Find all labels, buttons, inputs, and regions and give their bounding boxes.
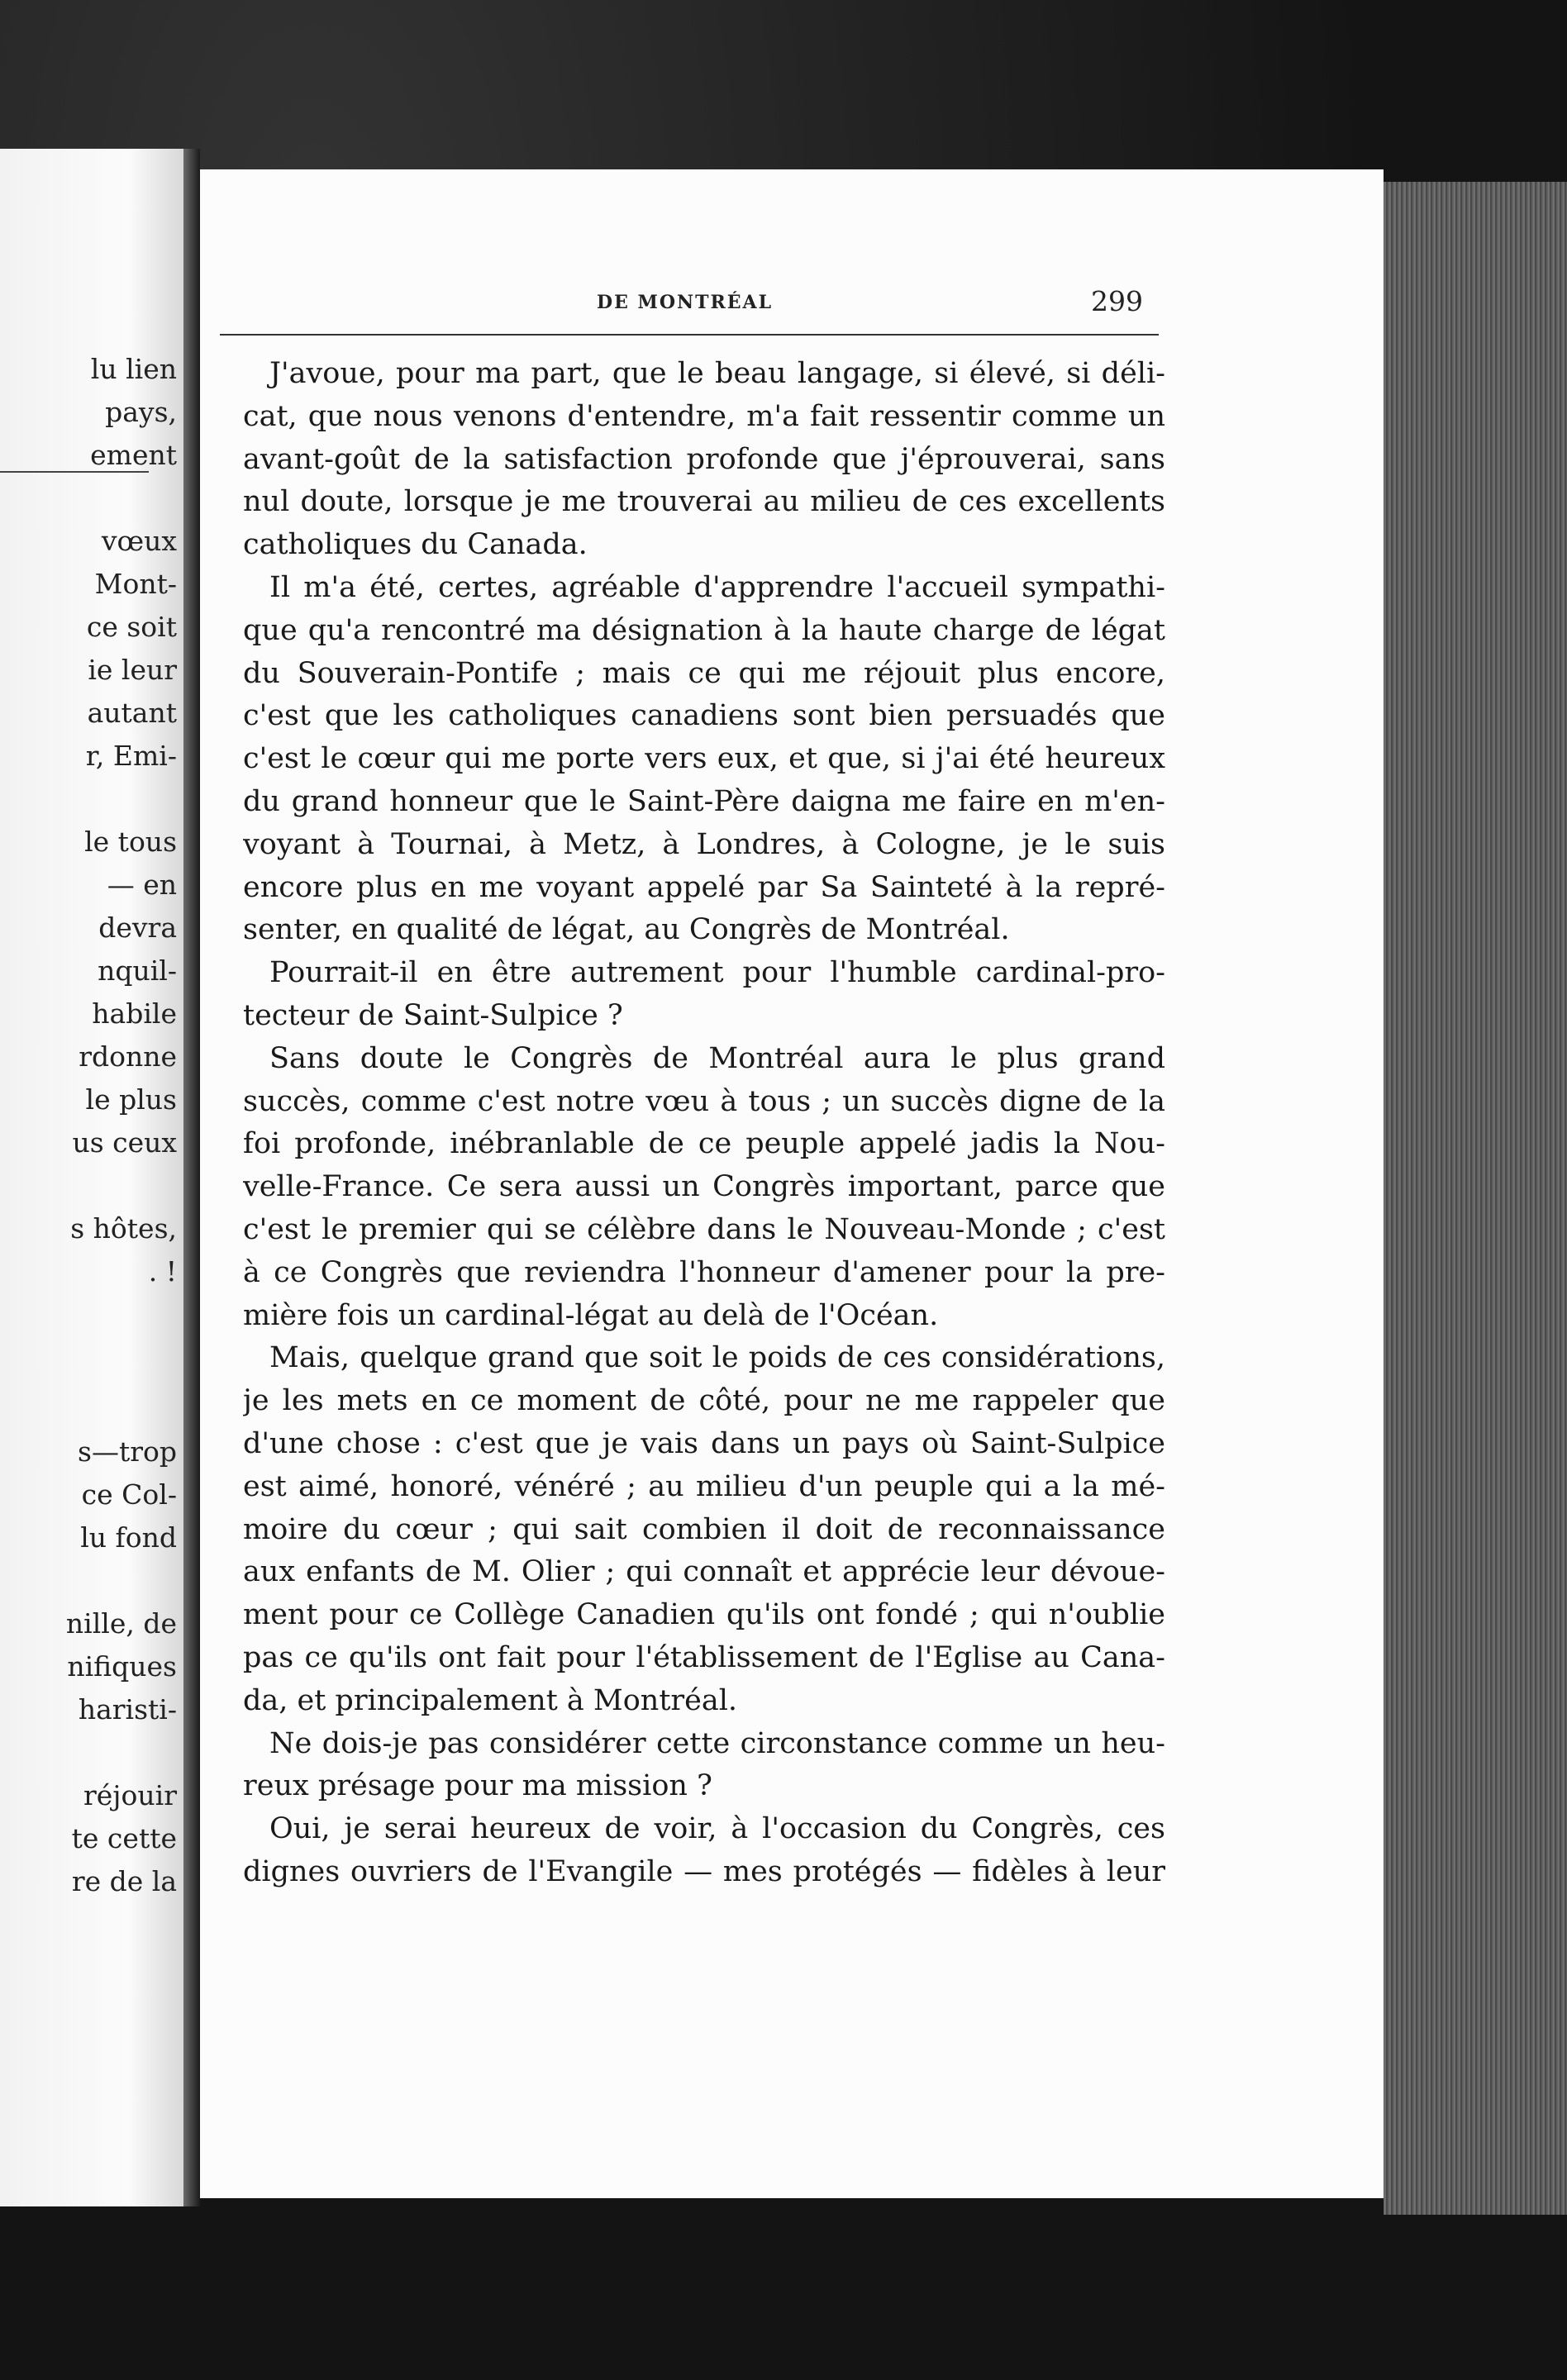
text-line: velle-France. Ce sera aussi un Congrès important, parce que <box>243 1170 1165 1204</box>
left-page-line: nquil- <box>98 954 177 987</box>
left-page-line: ement <box>90 439 177 471</box>
left-page-line: r, Emi- <box>85 740 177 772</box>
left-page-line: lu fond <box>80 1521 177 1554</box>
text-line: c'est le premier qui se célèbre dans le Nouveau-Monde ; c'est <box>243 1212 1165 1246</box>
text-line: avant-goût de la satisfaction profonde que j'éprouverai, sans <box>243 442 1165 476</box>
right-page <box>200 169 1384 2198</box>
left-page-line: nille, de <box>65 1607 177 1640</box>
left-page-line: re de la <box>71 1865 177 1897</box>
book-page-edges <box>1384 182 1567 2215</box>
book-gutter <box>183 149 200 2206</box>
left-page-line: . ! <box>148 1255 177 1288</box>
page-number: 299 <box>1091 285 1143 317</box>
left-page-line: autant <box>87 697 177 729</box>
text-line: c'est que les catholiques canadiens sont bien persuadés que <box>243 699 1165 733</box>
text-line: nul doute, lorsque je me trouverai au milieu de ces excellents <box>243 485 1165 519</box>
left-page-line: pays, <box>105 396 177 428</box>
text-line: senter, en qualité de légat, au Congrès de Montréal. <box>243 913 1010 947</box>
left-page-line: Mont- <box>94 568 177 600</box>
text-line: que qu'a rencontré ma désignation à la haute charge de légat <box>243 613 1165 647</box>
text-line: mière fois un cardinal-légat au delà de l'Océan. <box>243 1298 939 1332</box>
text-line: dignes ouvriers de l'Evangile — mes protégés — fidèles à leur <box>243 1854 1165 1888</box>
text-line: catholiques du Canada. <box>243 528 588 562</box>
text-line: succès, comme c'est notre vœu à tous ; un succès digne de la <box>243 1084 1165 1118</box>
text-line: encore plus en me voyant appelé par Sa Sainteté à la repré- <box>243 870 1165 904</box>
left-page-line: le plus <box>85 1083 177 1116</box>
text-line: foi profonde, inébranlable de ce peuple appelé jadis la Nou- <box>243 1127 1165 1161</box>
left-page-line: — en <box>107 869 177 901</box>
text-line: Oui, je serai heureux de voir, à l'occasion du Congrès, ces <box>269 1812 1165 1846</box>
left-page-line: ie leur <box>88 654 177 686</box>
text-line: Mais, quelque grand que soit le poids de ces considérations, <box>269 1341 1165 1375</box>
left-facing-page <box>0 149 183 2206</box>
text-line: d'une chose : c'est que je vais dans un pays où Saint-Sulpice <box>243 1426 1165 1460</box>
text-line: est aimé, honoré, vénéré ; au milieu d'un peuple qui a la mé- <box>243 1469 1165 1503</box>
text-line: du Souverain-Pontife ; mais ce qui me réjouit plus encore, <box>243 656 1165 690</box>
text-line: pas ce qu'ils ont fait pour l'établissement de l'Eglise au Cana- <box>243 1640 1165 1674</box>
text-line: da, et principalement à Montréal. <box>243 1683 738 1717</box>
left-page-line: s hôtes, <box>70 1212 177 1245</box>
page-header <box>200 285 1384 318</box>
left-page-line: te cette <box>71 1822 177 1854</box>
left-page-line: haristi- <box>78 1693 177 1726</box>
left-page-line: nifiques <box>67 1650 177 1683</box>
left-page-line: lu lien <box>90 353 177 385</box>
text-line: ment pour ce Collège Canadien qu'ils ont fondé ; qui n'oublie <box>243 1598 1165 1632</box>
left-page-line: ce soit <box>86 611 177 643</box>
text-line: J'avoue, pour ma part, que le beau langage, si élevé, si déli- <box>269 357 1165 390</box>
left-page-line: s—trop <box>78 1435 177 1468</box>
text-line: voyant à Tournai, à Metz, à Londres, à Cologne, je le suis <box>243 827 1165 861</box>
text-line: cat, que nous venons d'entendre, m'a fait ressentir comme un <box>243 399 1165 433</box>
text-line: c'est le cœur qui me porte vers eux, et que, si j'ai été heureux <box>243 742 1165 776</box>
text-line: Pourrait-il en être autrement pour l'humble cardinal-pro- <box>269 956 1165 990</box>
text-line: aux enfants de M. Olier ; qui connaît et apprécie leur dévoue- <box>243 1555 1165 1589</box>
text-line: Sans doute le Congrès de Montréal aura le plus grand <box>269 1041 1165 1075</box>
body-text <box>243 353 1165 1894</box>
text-line: du grand honneur que le Saint-Père daigna me faire en m'en- <box>243 784 1165 818</box>
left-page-line: vœux <box>101 525 177 557</box>
text-line: tecteur de Saint-Sulpice ? <box>243 998 623 1032</box>
left-page-line: réjouir <box>83 1779 177 1811</box>
left-page-header-rule <box>0 471 149 473</box>
left-page-line: habile <box>92 997 177 1030</box>
left-page-line: devra <box>98 912 177 944</box>
text-line: Il m'a été, certes, agréable d'apprendre l'accueil sympathi- <box>269 570 1165 604</box>
text-line: moire du cœur ; qui sait combien il doit de reconnaissance <box>243 1512 1165 1546</box>
header-rule <box>220 334 1159 336</box>
left-page-line: ce Col- <box>81 1478 177 1511</box>
text-line: Ne dois-je pas considérer cette circonstance comme un heu- <box>269 1726 1165 1760</box>
text-line: reux présage pour ma mission ? <box>243 1769 712 1803</box>
left-page-line: us ceux <box>72 1126 177 1159</box>
left-page-line: le tous <box>84 826 177 858</box>
left-page-line: rdonne <box>79 1040 177 1073</box>
running-head: DE MONTRÉAL <box>597 292 774 313</box>
text-line: à ce Congrès que reviendra l'honneur d'amener pour la pre- <box>243 1255 1165 1289</box>
text-line: je les mets en ce moment de côté, pour ne me rappeler que <box>243 1384 1165 1418</box>
